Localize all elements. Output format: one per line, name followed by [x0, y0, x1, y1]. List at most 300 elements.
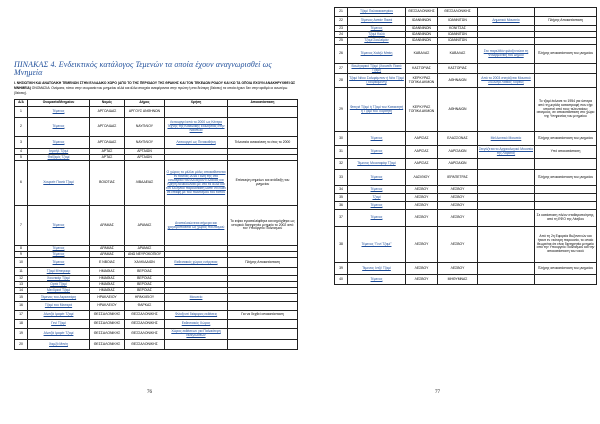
cell-link[interactable]: Τέμενος: [52, 139, 65, 144]
table-cell: [165, 340, 228, 350]
cell-link[interactable]: Τέμενος του Ακρισσάρη: [40, 294, 77, 299]
table-cell: [348, 146, 406, 159]
table-cell: [478, 227, 535, 263]
cell-text: ΘΕΣΣΑΛΟΝΙΚΗΣ: [93, 312, 121, 317]
cell-text: ΘΕΣΣΑΛΟΝΙΚΗΣ: [131, 321, 158, 326]
table-cell: [348, 159, 406, 170]
monuments-table-right: [334, 7, 597, 285]
table-row: [335, 202, 597, 210]
table-cell: [228, 268, 298, 276]
cell-text: 11: [19, 268, 23, 273]
table-row: [15, 329, 298, 340]
table-cell: [90, 320, 125, 329]
cell-text: ΘΕΣΣΑΛΟΝΙΚΗΣ: [93, 321, 121, 326]
table-cell: [406, 227, 438, 263]
cell-text: ΙΩΑΝΝΙΝΩΝ: [411, 18, 431, 23]
cell-text: 16: [19, 303, 23, 308]
table-cell: [438, 74, 478, 88]
table-cell: [228, 206, 298, 246]
table-cell: [406, 17, 438, 26]
cell-text: 7: [20, 222, 22, 227]
table-cell: [478, 194, 535, 202]
cell-text: ΕΛΑΣΣΟΝΑΣ: [447, 135, 468, 140]
table-cell: [28, 302, 90, 311]
table-cell: [125, 302, 165, 311]
cell-text: 15: [19, 294, 23, 299]
cell-link[interactable]: Τζαμί Καλό: [368, 31, 385, 36]
cell-text: ΒΕΡΟΙΑΣ: [137, 281, 152, 286]
cell-text: ΑΘΗΝΑΙΩΝ: [448, 106, 467, 111]
cell-link[interactable]: Τέμενος: [370, 215, 383, 220]
table-cell: [335, 64, 348, 74]
cell-text: ΦΑΡΚΑΣ: [137, 303, 152, 308]
table-cell: [335, 146, 348, 159]
column-header: Ονομασία/Μνημείου: [28, 100, 90, 107]
cell-link[interactable]: Τέμενος "Γενί Τζαμί": [361, 241, 392, 246]
table-cell: [228, 340, 298, 350]
table-cell: [90, 107, 125, 118]
table-cell: [478, 38, 535, 45]
cell-text: ΚΑΒΑΛΑΣ: [413, 51, 430, 56]
table-cell: [15, 268, 28, 276]
cell-link[interactable]: Τέμενος: [52, 124, 65, 129]
cell-link[interactable]: Χώρος εκθέσεων για Παλαιότερη εκδηλώσεων: [171, 329, 221, 337]
cell-link[interactable]: Τέμενος: [52, 109, 65, 114]
table-cell: [406, 263, 438, 275]
table-cell: [125, 320, 165, 329]
table-cell: [335, 132, 348, 146]
cell-text: ΔΡΑΜΑΣ: [137, 222, 152, 227]
table-cell: [125, 258, 165, 268]
cell-text: ΑΡΤΑΣ: [101, 154, 113, 159]
cell-text: Πλήρης αποκατάσταση του μνημείου: [537, 265, 594, 270]
table-cell: [28, 294, 90, 302]
cell-text: 34: [339, 186, 343, 191]
cell-link[interactable]: Φιλοξενεί διάφορες εκθέσεις: [174, 312, 218, 317]
table-row: [15, 311, 298, 320]
table-cell: [478, 210, 535, 227]
table-cell: [478, 159, 535, 170]
table-cell: [348, 64, 406, 74]
table-cell: [348, 275, 406, 285]
cell-link[interactable]: Τέμενος: [52, 259, 65, 264]
cell-text: 39: [339, 265, 343, 270]
table-cell: [406, 64, 438, 74]
cell-text: ΛΕΣΒΟΥ: [450, 202, 465, 207]
table-cell: [438, 275, 478, 285]
table-cell: [335, 275, 348, 285]
cell-link[interactable]: Τέμενος: [52, 251, 65, 256]
cell-link[interactable]: Μουσείο: [189, 294, 203, 299]
table-row: [335, 64, 597, 74]
cell-text: ΛΑΡΙΣΑΙΩΝ: [448, 161, 467, 166]
cell-link[interactable]: Δημοτικό Μουσείο: [492, 18, 520, 23]
cell-text: 14: [19, 287, 23, 292]
table-cell: [348, 38, 406, 45]
cell-text: 31: [339, 149, 343, 154]
cell-text: ΔΡΑΜΑΣ: [100, 222, 114, 227]
table-cell: [535, 170, 597, 186]
cell-text: 38: [339, 241, 343, 246]
cell-link[interactable]: Χουνκιάρ Τζαμί: [47, 275, 70, 280]
table-row: [335, 146, 597, 159]
cell-text: 28: [339, 77, 343, 82]
cell-text: ΛΙΒΑΔΕΙΑΣ: [135, 180, 154, 185]
cell-link[interactable]: Τέμενος: [370, 186, 383, 191]
table-cell: [28, 320, 90, 329]
cell-text: ΘΕΣΣΑΛΟΝΙΚΗΣ: [131, 312, 158, 317]
table-cell: [335, 227, 348, 263]
table-cell: [165, 268, 228, 276]
cell-link[interactable]: Εκθεσιακός χώρος ενέργειας: [174, 259, 218, 264]
cell-link[interactable]: Ισμαήλ Τζαμί: [48, 148, 69, 153]
table-cell: [125, 107, 165, 118]
cell-text: ΙΩΑΝΝΙΝΩΝ: [411, 31, 431, 36]
table-cell: [348, 45, 406, 64]
cell-link[interactable]: Φετιγιέ Τζαμί ή Τζαμί του Κατακτητή ή Τζαμί του Πορθητή: [349, 104, 404, 113]
cell-text: ΙΩΑΝΝΙΤΩΝ: [448, 18, 467, 23]
cell-text: Πλήρης Αποκατάσταση: [245, 259, 280, 264]
table-cell: [335, 210, 348, 227]
table-cell: [125, 137, 165, 149]
table-row: [15, 268, 298, 276]
cell-link[interactable]: Χουρσίτ Πασά Τζαμί: [43, 180, 74, 185]
cell-text: ΗΡΑΚΛΕΙΟΥ: [97, 303, 117, 308]
table-cell: [535, 64, 597, 74]
column-header: Δήμος: [125, 100, 165, 107]
table-cell: [406, 8, 438, 17]
table-cell: [348, 170, 406, 186]
table-cell: [335, 170, 348, 186]
table-cell: [438, 88, 478, 132]
table-cell: [438, 159, 478, 170]
cell-text: Υπό αποκατάσταση: [550, 149, 581, 154]
table-cell: [438, 17, 478, 26]
table-cell: [15, 311, 28, 320]
table-cell: [335, 202, 348, 210]
table-cell: [28, 311, 90, 320]
table-header-row: [15, 100, 298, 107]
cell-text: 21: [339, 9, 343, 14]
cell-text: ΙΩΑΝΝΙΝΩΝ: [411, 38, 431, 43]
cell-text: ΛΕΣΒΟΥ: [414, 215, 429, 220]
table-cell: [28, 107, 90, 118]
table-cell: [535, 88, 597, 132]
cell-text: Για να δεχθεί αποκατάσταση: [241, 312, 284, 317]
right-page: [300, 0, 600, 424]
table-cell: [348, 17, 406, 26]
table-cell: [165, 258, 228, 268]
cell-link[interactable]: Τέμενος Μουσαφάρ Τζαμί: [357, 161, 396, 166]
cell-link[interactable]: Τέμενος: [370, 202, 383, 207]
table-row: [15, 340, 298, 350]
cell-text: ΚΑΒΑΛΑΣ: [449, 51, 466, 56]
cell-text: 18: [19, 321, 23, 326]
table-row: [15, 107, 298, 118]
table-cell: [348, 8, 406, 17]
cell-link[interactable]: Τέμενος: [370, 276, 383, 281]
table-cell: [228, 118, 298, 137]
table-cell: [348, 74, 406, 88]
cell-link[interactable]: Τζαμί Παλαιοκαστρίου: [359, 9, 394, 14]
table-cell: [335, 159, 348, 170]
cell-text: ΗΡΑΚΛΕΙΟΥ: [97, 294, 117, 299]
table-cell: [438, 170, 478, 186]
cell-link[interactable]: Τζαμί Νέου Σαλιφάμπαν ή Νέα Τζαμί (Τουρκομένη): [349, 75, 404, 84]
table-cell: [335, 74, 348, 88]
table-cell: [348, 202, 406, 210]
table-cell: [478, 202, 535, 210]
cell-text: Πλήρης αποκατάσταση του μνημείου: [537, 135, 594, 140]
table-cell: [348, 210, 406, 227]
table-cell: [438, 8, 478, 17]
table-cell: [535, 186, 597, 194]
cell-text: 4: [20, 148, 22, 153]
cell-text: ΛΑΡΙΣΑΙΩΝ: [448, 149, 467, 154]
cell-link[interactable]: Εκθεσιακός Χώρος: [181, 321, 211, 326]
table-cell: [335, 45, 348, 64]
cell-link[interactable]: Λειτουργεί ως Πινακοθήκη: [176, 139, 216, 144]
cell-text: ΘΕΣΣΑΛΟΝΙΚΗΣ: [408, 9, 435, 14]
cell-text: 25: [339, 38, 343, 43]
table-cell: [335, 38, 348, 45]
table-cell: [165, 118, 228, 137]
cell-text: ΘΕΣΣΑΛΟΝΙΚΗΣ: [93, 341, 121, 346]
cell-link[interactable]: Τζαμί Μπεγκιορ: [46, 268, 71, 273]
cell-link[interactable]: Τζαμί: [372, 194, 381, 199]
table-cell: [125, 206, 165, 246]
table-cell: [438, 202, 478, 210]
cell-link[interactable]: Αναπαλαιώνεται σήμερα και χρησιμοποιείται ως χώρος πολιτισμού: [167, 220, 225, 229]
table-cell: [125, 268, 165, 276]
column-header: Νομός: [90, 100, 125, 107]
cell-text: 40: [339, 276, 343, 281]
table-cell: [165, 294, 228, 302]
table-cell: [438, 45, 478, 64]
table-cell: [478, 263, 535, 275]
cell-text: ΘΕΣΣΑΛΟΝΙΚΗΣ: [444, 9, 471, 14]
table-cell: [15, 329, 28, 340]
table-cell: [90, 206, 125, 246]
cell-text: Το κτίριο εγκαταλείφθηκε και κηρύχθηκε ως ιστορικό διατηρητέο μνημείο το 2002 από τον Υπουργείο Πολιτισμού: [230, 218, 295, 231]
table-cell: [535, 159, 597, 170]
table-title: ΠΙΝΑΚΑΣ 4. Ενδεικτικός κατάλογος Τεμενών τα οποία έχουν αναγνωρισθεί ως Μνημεία: [14, 60, 272, 77]
table-cell: [348, 263, 406, 275]
table-cell: [228, 320, 298, 329]
cell-link[interactable]: Βουλγαρικό Τζαμί (Χουσεΐν Πασά Τζαμί): [351, 63, 402, 72]
cell-link[interactable]: Μενδρισέ Τζαμί: [46, 287, 71, 292]
table-cell: [125, 340, 165, 350]
cell-link[interactable]: Τέμενος Ιντζέ Τζαμί: [362, 265, 391, 270]
cell-text: ΚΕΡΚΥΡΑΣ ΤΟΠΙΚΑ ΑΚΜΩΝ: [408, 75, 435, 84]
table-cell: [535, 210, 597, 227]
cell-text: ΛΑΡΙΣΑΣ: [414, 161, 429, 166]
cell-link[interactable]: Αλατζά Ιμαρέτ Τζαμί: [43, 331, 74, 336]
cell-link[interactable]: Στεγάζεται το Αρχαιολογικό Μουσείο της Λάρισας: [479, 147, 534, 155]
table-cell: [406, 38, 438, 45]
table-cell: [28, 206, 90, 246]
cell-text: ΛΕΣΒΟΥ: [450, 241, 465, 246]
table-cell: [406, 132, 438, 146]
table-row: [335, 263, 597, 275]
table-cell: [348, 194, 406, 202]
table-cell: [228, 329, 298, 340]
table-row: [335, 132, 597, 146]
table-row: [335, 186, 597, 194]
cell-text: ΛΕΣΒΟΥ: [414, 202, 429, 207]
cell-text: ΔΡΑΜΑΣ: [137, 245, 152, 250]
table-cell: [335, 88, 348, 132]
cell-link[interactable]: Τέμενος: [370, 149, 383, 154]
table-cell: [90, 294, 125, 302]
table-cell: [90, 161, 125, 206]
cell-link[interactable]: Από το 2003 στεγάζεται Μουσικό Σύλλογο Λαϊκός Χορεύς: [481, 75, 531, 84]
cell-link[interactable]: Γενί Τζαμί: [51, 321, 66, 326]
table-cell: [478, 8, 535, 17]
table-cell: [438, 146, 478, 159]
table-cell: [478, 146, 535, 159]
table-cell: [438, 263, 478, 275]
table-cell: [125, 118, 165, 137]
table-cell: [406, 194, 438, 202]
cell-text: ΗΜΑΘΙΑΣ: [99, 281, 115, 286]
cell-link[interactable]: Μελλοντικό Μουσείο: [490, 135, 522, 140]
table-cell: [535, 227, 597, 263]
table-cell: [406, 170, 438, 186]
cell-link[interactable]: Λειτουργεί από το 2000 ως Κέντρο Τέχνης της Καθολικής Εκκλησίας στην Ναύπλιο: [167, 120, 225, 132]
table-cell: [28, 268, 90, 276]
table-cell: [535, 263, 597, 275]
table-cell: [348, 227, 406, 263]
table-cell: [165, 107, 228, 118]
table-cell: [535, 202, 597, 210]
table-cell: [406, 45, 438, 64]
table-cell: [165, 302, 228, 311]
cell-text: 35: [339, 194, 343, 199]
table-cell: [478, 74, 535, 88]
cell-link[interactable]: Τέμενος: [370, 135, 383, 140]
table-cell: [406, 74, 438, 88]
cell-text: Τελευταία ανακαίνιση το έτος το 2000: [234, 139, 291, 144]
cell-link[interactable]: Τζαμί Σουλεϊμάν: [364, 38, 389, 43]
cell-text: ΛΕΣΒΟΥ: [450, 265, 465, 270]
cell-text: ΙΩΑΝΝΙΝΩΝ: [411, 25, 431, 30]
cell-text: ΑΝΩ ΝΕΥΡΟΚΟΠΙΟΥ: [127, 251, 162, 256]
table-cell: [165, 161, 228, 206]
table-cell: [438, 132, 478, 146]
cell-text: Πλήρης Αποκατάσταση: [548, 18, 583, 23]
table-cell: [28, 340, 90, 350]
cell-text: ΚΑΣΤΟΡΙΑΣ: [448, 65, 467, 70]
table-cell: [438, 227, 478, 263]
table-cell: [406, 186, 438, 194]
cell-text: ΒΕΡΟΙΑΣ: [137, 275, 152, 280]
cell-link[interactable]: Αλατζά Ιμαρέτ Τζαμί: [43, 312, 74, 317]
table-cell: [335, 17, 348, 26]
cell-link[interactable]: Τζαμί του Μεσαρά: [44, 303, 73, 308]
column-header: Χρήση: [165, 100, 228, 107]
cell-link[interactable]: Τέμενος: [52, 245, 65, 250]
cell-text: ΙΩΑΝΝΙΤΩΝ: [448, 38, 467, 43]
cell-link[interactable]: Τέμενος: [370, 25, 383, 30]
cell-text: Πλήρης αποκατάσταση του μνημείου: [537, 51, 594, 56]
cell-text: 3: [20, 139, 22, 144]
table-cell: [406, 146, 438, 159]
cell-text: ΒΕΡΟΙΑΣ: [137, 268, 152, 273]
table-cell: [438, 194, 478, 202]
table-row: [335, 45, 597, 64]
page-number: 76: [147, 390, 152, 395]
table-cell: [535, 17, 597, 26]
cell-link[interactable]: Ο χώρος το μέλλει μόλις αποκαθίσταται εν τούτοις 2016 Πόλη της στο εσωτερικό του Αλλάζουν Ελλάδας και Κρήτη διευκολυνθεί με στο τα άλλα και τον ελληνικό παρουσίαση ώστε να έλθει σε επαφή με του πολιτισμού του τόπου: [166, 170, 226, 194]
cell-link[interactable]: Φαϊζαμίς Τζαμί: [47, 154, 70, 159]
table-cell: [228, 137, 298, 149]
cell-text: 10: [19, 259, 23, 264]
table-cell: [28, 258, 90, 268]
cell-text: 9: [20, 251, 22, 256]
table-cell: [438, 210, 478, 227]
table-cell: [125, 329, 165, 340]
table-row: [335, 170, 597, 186]
table-row: [335, 210, 597, 227]
table-cell: [90, 329, 125, 340]
cell-text: ΙΕΡΑΠΕΤΡΑΣ: [447, 174, 468, 179]
table-cell: [90, 302, 125, 311]
cell-text: 33: [339, 174, 343, 179]
table-cell: [90, 137, 125, 149]
table-cell: [438, 186, 478, 194]
cell-link[interactable]: Τέμενος Χαλήλ Μπέη: [360, 51, 393, 56]
table-cell: [535, 8, 597, 17]
table-row: [335, 88, 597, 132]
cell-text: ΗΜΑΘΙΑΣ: [99, 268, 115, 273]
page-number: 77: [435, 390, 440, 395]
table-row: [335, 159, 597, 170]
table-cell: [478, 64, 535, 74]
cell-link[interactable]: Τέμενος Αστάν Πασά: [360, 18, 393, 23]
cell-text: ΛΕΣΒΟΥ: [450, 186, 465, 191]
cell-text: Επίσκεψη σημείων και ανάδειξη του μνημείου: [235, 178, 290, 186]
cell-text: 36: [339, 202, 343, 207]
cell-text: Από τη 2η Εφορεία Βυζαντινών και ήτανε εν νεότερη παρουσία, το οποίο θεωρείται ότι είναι διατηρητέο μνημείο από την Υπουργείο Πολιτισμού και την αποκατάσταση του ναού: [536, 233, 595, 254]
table-cell: [535, 74, 597, 88]
cell-text: ΘΕΣΣΑΛΟΝΙΚΗΣ: [93, 331, 121, 336]
cell-link[interactable]: Χαμζά Μπέη: [49, 341, 68, 346]
cell-text: ΛΑΣΙΘΙΟΥ: [413, 174, 430, 179]
cell-text: 32: [339, 161, 343, 166]
table-cell: [438, 38, 478, 45]
table-cell: [335, 8, 348, 17]
table-cell: [478, 45, 535, 64]
table-cell: [165, 137, 228, 149]
table-cell: [228, 294, 298, 302]
cell-text: 20: [19, 341, 23, 346]
cell-text: 23: [339, 25, 343, 30]
cell-text: 5: [20, 154, 22, 159]
cell-text: 17: [19, 312, 23, 317]
intro-bold: Ι. ΝΗΣΙΩΤΙΚΗ ΚΑΙ ΑΝΑΤΟΛΙΚΗ ΤΕΜΕΝΩΝ ΣΤΗΝ ΕΛΛΑΔΙΚΟ ΧΩΡΟ (ΑΠΟ ΤΟ ΤΗΣ ΠΕΡΙΟΔΟΥ ΤΗΣ ΘΡΑΚΗΣ ΚΑΙ ΤΟΝ ΤΕΚΕΔΩΝ ΡΟΔΟΥ ΚΑΙ ΚΩ ΤΑ ΟΠΟΙΑ ΕΧΟΥΝ ΑΝΑΚΗΡΥΧΘΕΙ ΩΣ ΜΝΗΜΕΙΑ): [14, 81, 296, 90]
cell-link[interactable]: Τέμενος: [370, 174, 383, 179]
table-cell: [406, 275, 438, 285]
table-cell: [28, 329, 90, 340]
cell-link[interactable]: Τέμενος: [52, 222, 65, 227]
table-cell: [535, 132, 597, 146]
table-cell: [228, 107, 298, 118]
table-cell: [90, 311, 125, 320]
cell-link[interactable]: Ορτά Τζαμί: [50, 281, 67, 286]
cell-link[interactable]: Στο παρελθόν φιλοξενούσε τη Φιλαρμονική του Δήμου: [483, 49, 529, 57]
table-row: [15, 161, 298, 206]
